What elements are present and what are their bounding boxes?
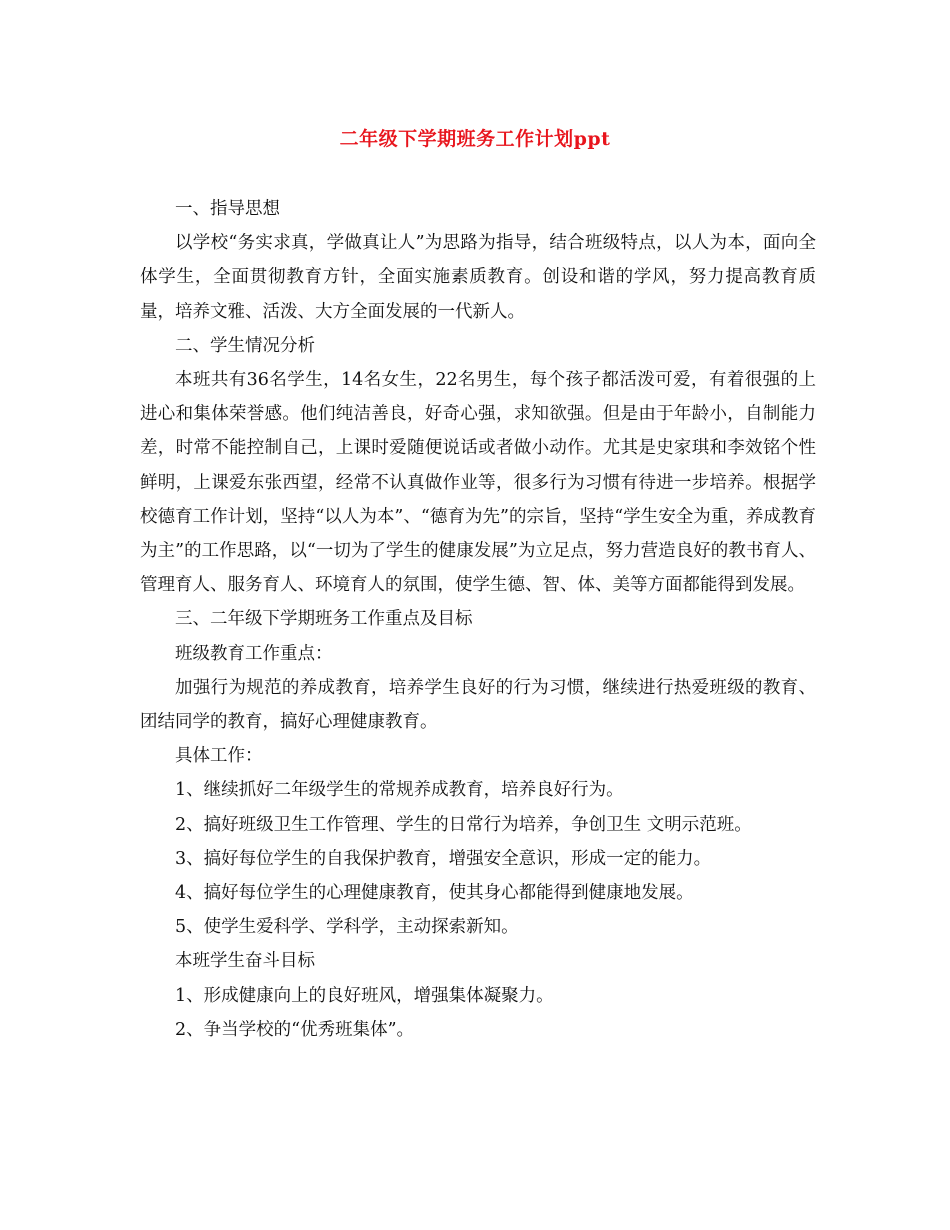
list-item-specific-work: 5、使学生爱科学、学科学，主动探索新知。 xyxy=(175,917,519,938)
subheading-class-goals: 本班学生奋斗目标 xyxy=(175,951,315,972)
list-item-class-goal: 2、争当学校的“优秀班集体”。 xyxy=(175,1019,415,1040)
subheading-education-focus: 班级教育工作重点： xyxy=(175,643,333,664)
paragraph-student-analysis: 本班共有36名学生，14名女生，22名男生，每个孩子都活泼可爱，有着很强的上进心和集体荣誉感。他们纯洁善良，好奇心强，求知欲强。但是由于年龄小，自制能力差，时常不能控制自己，上课时爱随便说话或者做小动作。尤其是史家琪和李效铭个性鲜明，上课爱东张西望，经常不认真做作业等，很多行为习惯有待进一步培养。根据学校德育工作计划，坚持“以人为本”、“德育为先”的宗旨，坚持“学生安全为重，养成教育为主”的工作思路，以“一切为了学生的健康发展”为立足点，努力营造良好的教书育人、管理育人、服务育人、环境育人的氛围，使学生德、智、体、美等方面都能得到发展。 xyxy=(140,370,816,596)
section-heading-student-analysis: 二、学生情况分析 xyxy=(175,335,315,356)
section-heading-guiding-ideology: 一、指导思想 xyxy=(175,199,280,219)
document-title: 二年级下学期班务工作计划ppt xyxy=(339,128,611,150)
section-heading-focus-and-goals: 三、二年级下学期班务工作重点及目标 xyxy=(175,609,473,630)
list-item-specific-work: 4、搞好每位学生的心理健康教育，使其身心都能得到健康地发展。 xyxy=(175,883,694,904)
subheading-specific-work: 具体工作： xyxy=(175,746,263,767)
list-item-class-goal: 1、形成健康向上的良好班风，增强集体凝聚力。 xyxy=(175,985,554,1006)
list-item-specific-work: 2、搞好班级卫生工作管理、学生的日常行为培养，争创卫生 文明示范班。 xyxy=(175,814,752,835)
list-item-specific-work: 3、搞好每位学生的自我保护教育，增强安全意识，形成一定的能力。 xyxy=(175,848,712,869)
paragraph-guiding-ideology: 以学校“务实求真，学做真让人”为思路为指导，结合班级特点，以人为本，面向全体学生，全面贯彻教育方针，全面实施素质教育。创设和谐的学风，努力提高教育质量，培养文雅、活泼、大方全面发展的一代新人。 xyxy=(140,233,816,322)
list-item-specific-work: 1、继续抓好二年级学生的常规养成教育，培养良好行为。 xyxy=(175,780,624,801)
paragraph-education-focus: 加强行为规范的养成教育，培养学生良好的行为习惯，继续进行热爱班级的教育、团结同学的教育，搞好心理健康教育。 xyxy=(140,677,816,733)
document-body xyxy=(140,192,816,1047)
